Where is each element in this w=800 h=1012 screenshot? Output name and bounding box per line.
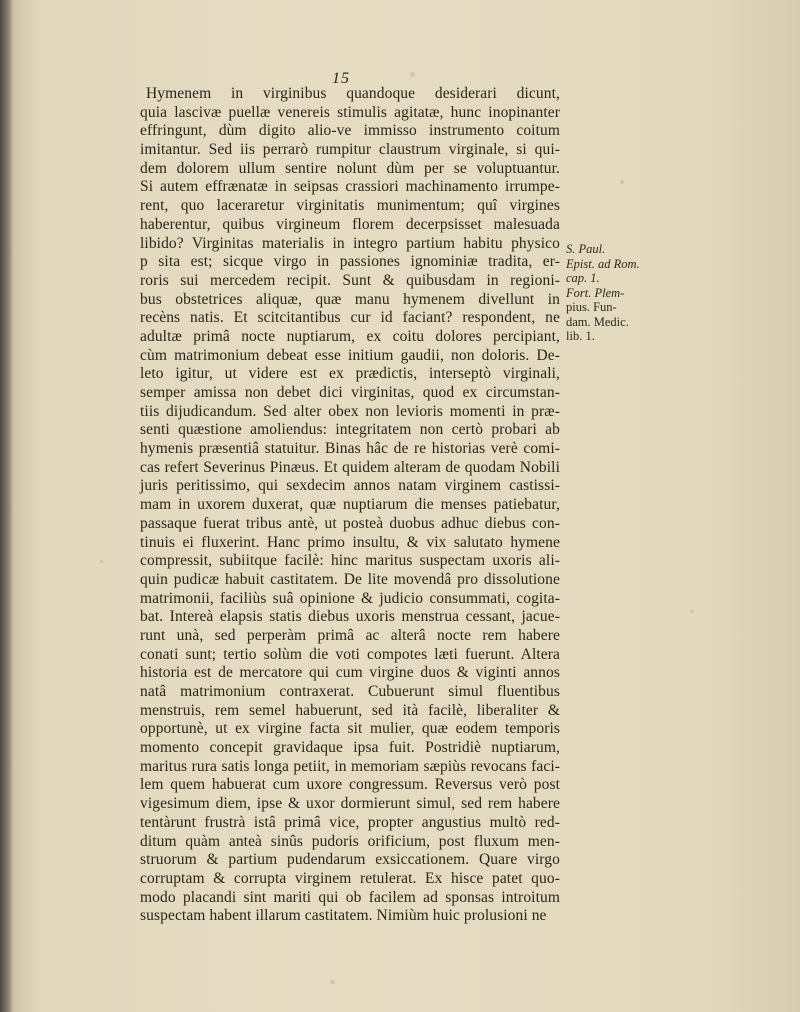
text-line: Si autem effrænatæ in seipsas crassiori machinamento irrumpe- <box>140 178 560 196</box>
text-line: bus obstetrices aliquæ, quæ manu hymenem divellunt in <box>140 290 560 308</box>
text-line: hymenis præsentiâ statuitur. Binas hâc de re historias verè comi- <box>140 440 560 458</box>
text-line: recèns natis. Et scitcitantibus cur id faciant? respondent, ne <box>140 309 560 327</box>
text-line: leto igitur, ut videre est ex prædictis, interseptò virginali, <box>140 365 560 383</box>
margin-notes <box>566 242 656 344</box>
text-line: maritus rura satis longa petiit, in memoriam sæpiùs revocans faci- <box>140 757 560 775</box>
text-line: senti quæstione amoliendus: integritatem non certò probari ab <box>140 421 560 439</box>
text-line: opportunè, ut ex virgine facta sit mulier, quæ eodem temporis <box>140 720 560 738</box>
page-number: 15 <box>332 70 350 87</box>
text-line: mam in uxorem duxerat, quæ nuptiarum die menses patiebatur, <box>140 496 560 514</box>
text-line: tiis dijudicandum. Sed alter obex non levioris momenti in præ- <box>140 402 560 420</box>
text-line: cùm matrimonium debeat esse initium gaudii, non doloris. De- <box>140 346 560 364</box>
text-line: roris sui mercedem recipit. Sunt & quibusdam in regioni- <box>140 271 560 289</box>
text-line: semper amissa non debet dici virginitas, quod ex circumstan- <box>140 384 560 401</box>
text-line: Hymenem in virginibus quandoque desiderari dicunt, <box>146 85 560 102</box>
text-line: effringunt, dùm digito alio-ve immisso instrumento coitum <box>140 122 560 140</box>
text-line: compressit, subiitque facilè: hinc maritus suspectam uxoris ali- <box>140 552 560 570</box>
text-line: tentàrunt frustrà istâ primâ vice, propter angustius multò red- <box>140 813 560 831</box>
text-line: p sita est; sicque virgo in passiones ignominiæ tradita, er- <box>140 253 560 271</box>
text-line: tinuis ei fluxerint. Hanc primo insultu, & vix salutato hymene <box>140 533 560 551</box>
margin-note-line: cap. 1. <box>566 271 600 285</box>
text-line: historia est de mercatore qui cum virgine duos & viginti annos <box>140 664 560 682</box>
text-line: rent, quo laceraretur virginitatis munimentum; quî virgines <box>140 197 560 215</box>
text-line: struorum & partium pudendarum exsiccationem. Quare virgo <box>140 851 560 869</box>
margin-note-line: Epist. ad Rom. <box>566 256 640 271</box>
text-line: corruptam & corrupta virginem retulerat. Ex hisce patet quo- <box>140 869 560 887</box>
text-line: cas refert Severinus Pinæus. Et quidem alteram de quodam Nobili <box>140 458 560 476</box>
paper-stain <box>410 72 415 77</box>
text-line: adultæ primâ nocte nuptiarum, ex coitu dolores percipiant, <box>140 327 560 345</box>
paper-stain <box>240 130 243 133</box>
text-line: ditum quàm anteà sinûs pudoris orificium, post fluxum men- <box>140 832 560 850</box>
book-spine-shadow <box>0 0 12 1012</box>
paper-stain <box>690 610 694 613</box>
margin-note-line: S. Paul. <box>566 242 606 256</box>
margin-note-line: lib. 1. <box>566 329 595 343</box>
text-line: menstruis, rem semel habuerunt, sed ità facilè, liberaliter & <box>140 701 560 719</box>
text-line: runt unà, sed perperàm primâ ac alterâ nocte rem habere <box>140 626 560 644</box>
text-line: lem quem habuerat cum uxore congressum. Reversus verò post <box>140 776 560 794</box>
text-line: quia lascivæ puellæ venereis stimulis agitatæ, hunc inopinanter <box>140 103 560 121</box>
text-line: suspectam habent illarum castitatem. Nimiùm huic prolusioni ne <box>140 907 547 925</box>
text-line: natâ matrimonium contraxerat. Cubuerunt simul fluentibus <box>140 683 560 700</box>
paper-stain <box>620 180 624 184</box>
text-line: dem dolorem ullum sentire nolunt dùm per se voluptuantur. <box>140 159 560 177</box>
text-line: matrimonii, faciliùs suâ opinione & judicio consummati, cogita- <box>140 589 560 607</box>
text-line: imitantur. Sed iis perrarò rumpitur claustrum virginale, si qui- <box>140 141 560 159</box>
main-text-block <box>140 85 560 926</box>
margin-note-line: Fort. Plem- <box>566 285 625 300</box>
text-line: juris peritissimo, qui sexdecim annos natam virginem castissi- <box>140 477 560 495</box>
paper-stain <box>100 560 103 563</box>
text-line: momento concepit gravidaque ipsa fuit. Postridiè nuptiarum, <box>140 739 560 757</box>
text-line: libido? Virginitas materialis in integro partium habitu physico <box>140 234 560 252</box>
text-line: passaque fuerat tribus antè, ut posteà duobus adhuc diebus con- <box>140 514 560 532</box>
text-line: conati sunt; tertio solùm die voti compotes læti fuerunt. Altera <box>140 645 560 663</box>
text-line: modo placandi sint mariti qui ob facilem ad sponsas introitum <box>140 888 560 906</box>
text-line: vigesimum diem, ipse & uxor dormierunt simul, sed rem habere <box>140 795 560 813</box>
margin-note-line: dam. Medic. <box>566 314 629 329</box>
margin-note-line: pius. Fun- <box>566 300 617 314</box>
text-line: bat. Intereà elapsis statis diebus uxoris menstrua cessant, jacue- <box>140 608 560 626</box>
text-line: quin pudicæ habuit castitatem. De lite movendâ pro dissolutione <box>140 570 560 588</box>
text-line: haberentur, quibus virgineum florem decerpsisset malesuada <box>140 215 560 233</box>
paper-stain <box>330 980 335 984</box>
